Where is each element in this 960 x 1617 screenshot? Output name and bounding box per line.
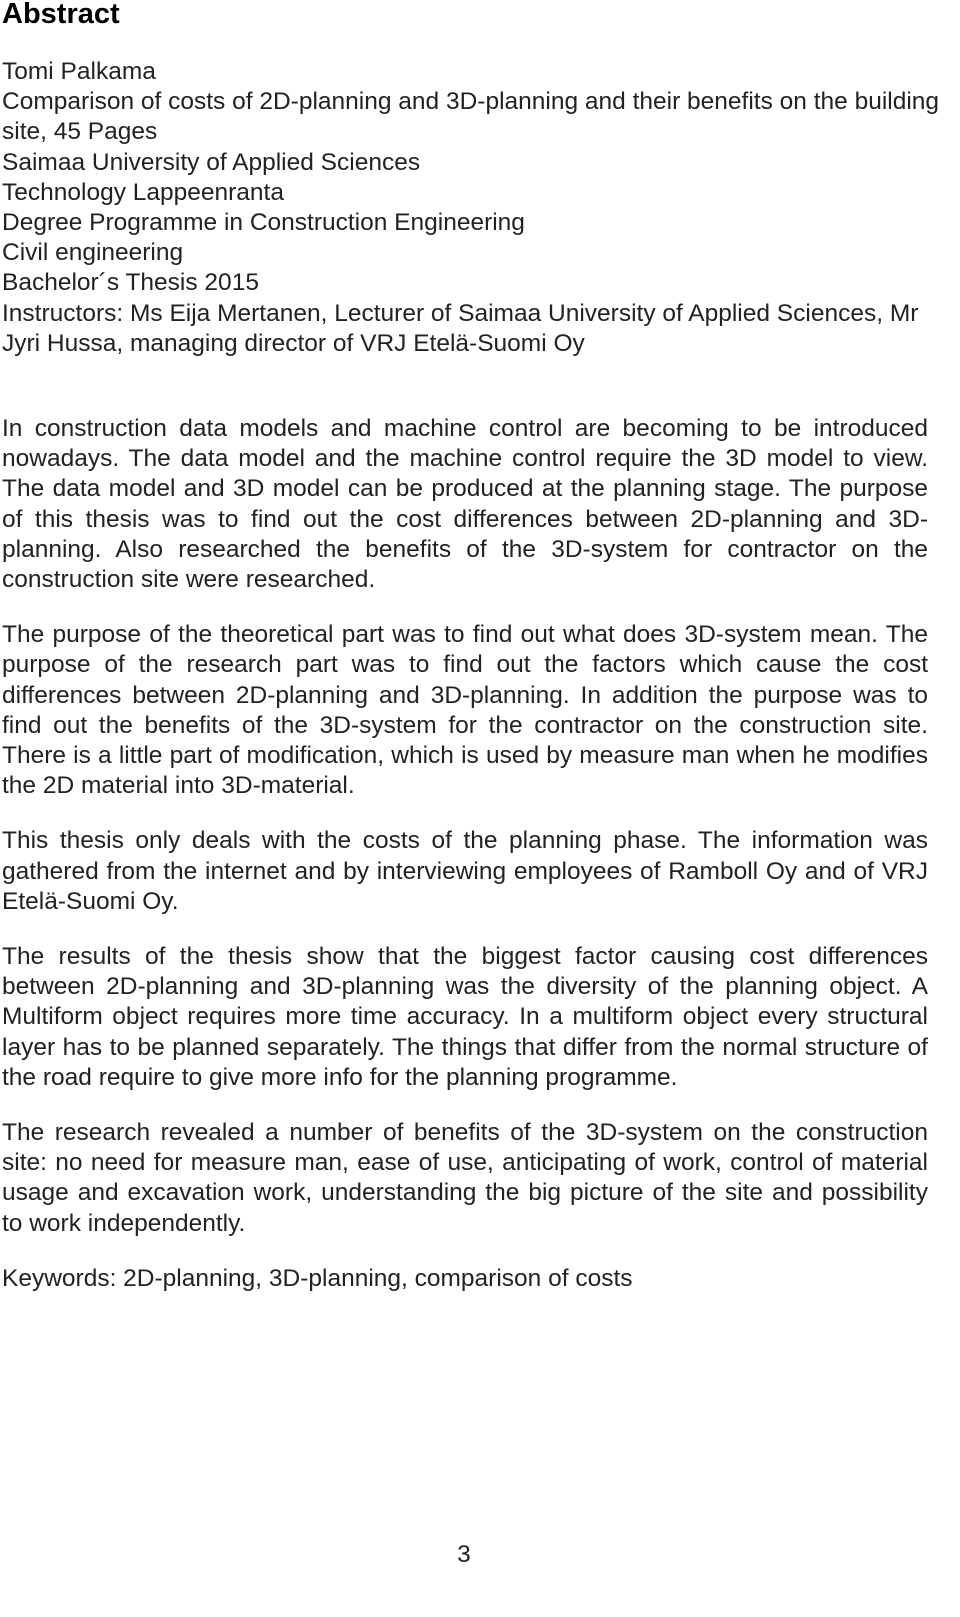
page-title: Abstract — [2, 0, 120, 30]
abstract-paragraph: The results of the thesis show that the biggest factor causing cost differences between 2D-planning and 3D-planning was the diversity of the planning object. A Multiform object requires more time accuracy. In a multiform object every structural layer has to be planned separately. The things that differ from the normal structure of the road require to give more info for the planning programme. — [2, 943, 928, 1091]
thesis-title: Comparison of costs of 2D-planning and 3D-planning and their benefits on the building site, 45 Pages — [2, 88, 940, 146]
abstract-paragraph: The purpose of the theoretical part was to find out what does 3D-system mean. The purpose of the research part was to find out the factors which cause the cost differences between 2D-planning and 3D-planning. In addition the purpose was to find out the benefits of the 3D-system for the contractor on the construction site. There is a little part of modification, which is used by measure man when he modifies the 2D material into 3D-material. — [2, 621, 928, 800]
specialisation: Civil engineering — [2, 239, 184, 267]
abstract-body — [2, 414, 928, 1319]
instructors: Instructors: Ms Eija Mertanen, Lecturer of Saimaa University of Applied Sciences, Mr Jyri Hussa, managing director of VRJ Etelä-Suomi Oy — [2, 299, 919, 357]
abstract-paragraph: The research revealed a number of benefits of the 3D-system on the construction site: no need for measure man, ease of use, anticipating of work, control of material usage and excavation work, understanding the big picture of the site and possibility to work independently. — [2, 1119, 928, 1237]
university-name: Saimaa University of Applied Sciences — [2, 148, 421, 176]
faculty-name: Technology Lappeenranta — [2, 178, 284, 206]
degree-programme: Degree Programme in Construction Engineering — [2, 209, 525, 237]
thesis-metadata — [2, 57, 942, 359]
thesis-type: Bachelor´s Thesis 2015 — [2, 269, 259, 297]
abstract-paragraph: In construction data models and machine control are becoming to be introduced nowadays. The data model and the machine control require the 3D model to view. The data model and 3D model can be produced at the planning stage. The purpose of this thesis was to find out the cost differences between 2D-planning and 3D-planning. Also researched the benefits of the 3D-system for contractor on the construction site were researched. — [2, 415, 928, 594]
abstract-paragraph: This thesis only deals with the costs of the planning phase. The information was gathered from the internet and by interviewing employees of Ramboll Oy and of VRJ Etelä-Suomi Oy. — [2, 827, 928, 915]
page-number: 3 — [457, 1541, 471, 1568]
keywords: Keywords: 2D-planning, 3D-planning, comparison of costs — [2, 1264, 633, 1292]
author-name: Tomi Palkama — [2, 58, 156, 85]
